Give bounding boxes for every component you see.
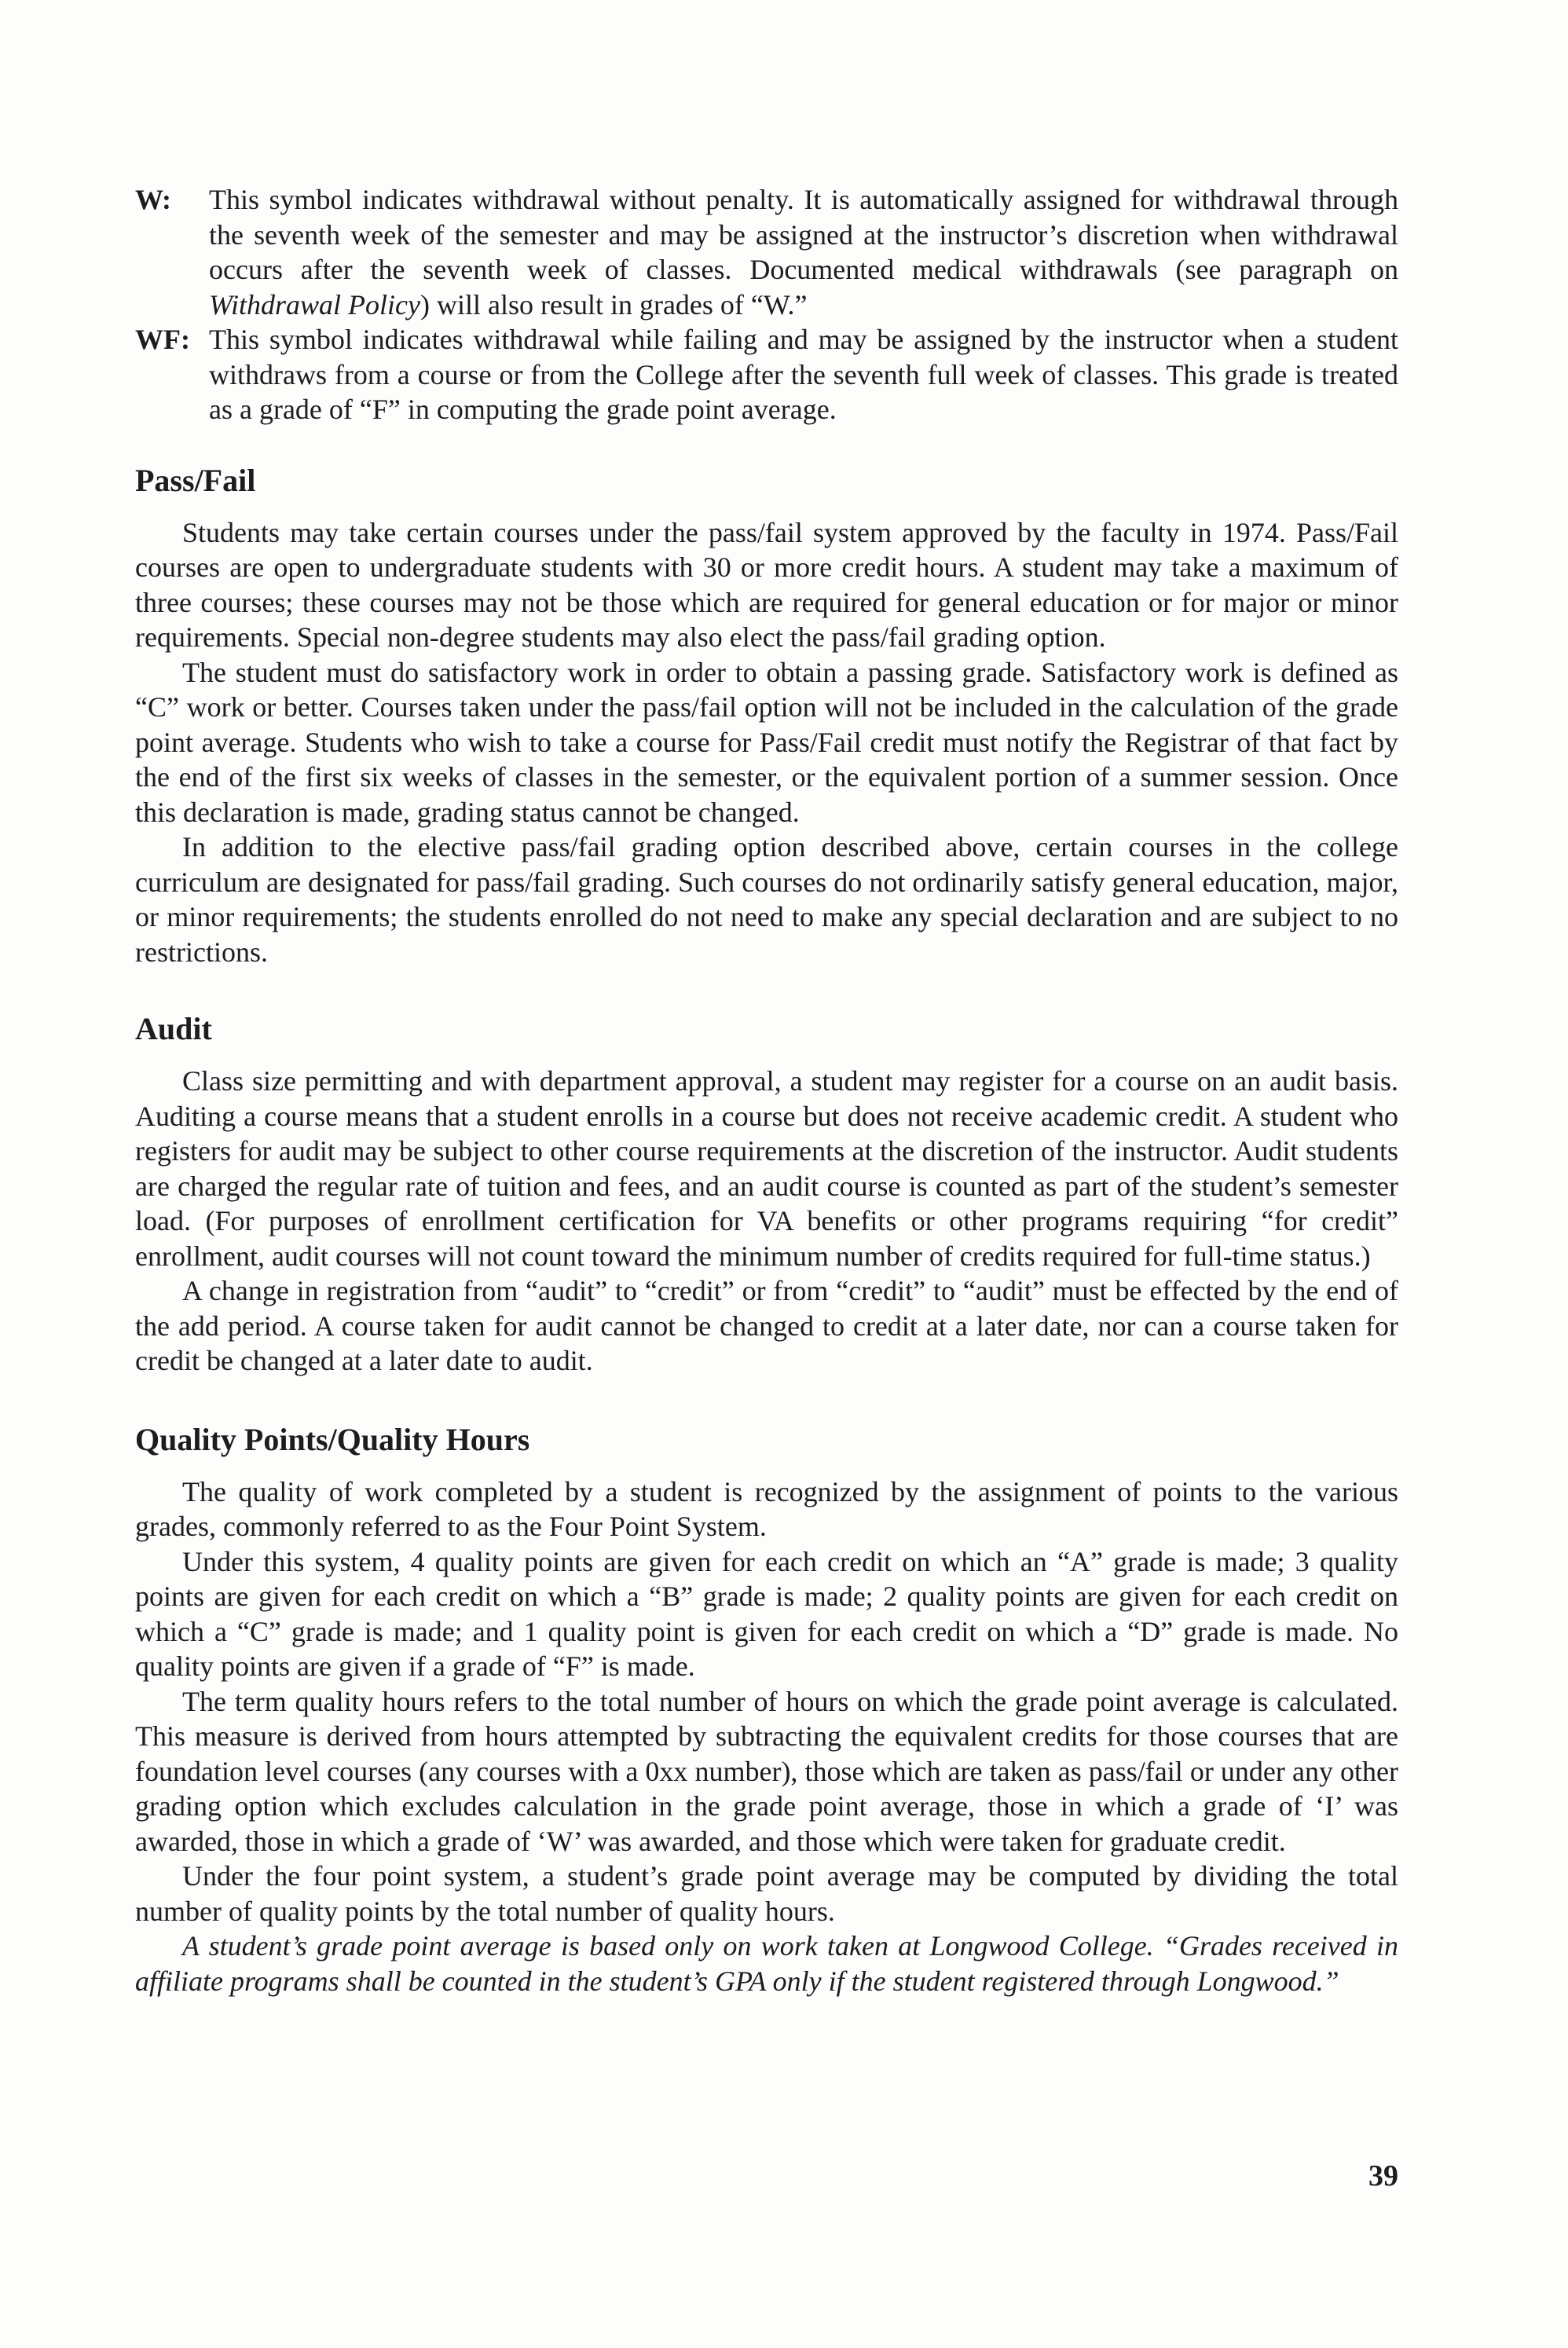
grade-description-text: This symbol indicates withdrawal without penalty. It is automatically assigned for withdrawal through the seventh week of the semester and may be assigned at the instructor’s discretion when withdrawal occurs after the seventh week of classes. Documented medical withdrawals (see paragraph on [209, 184, 1398, 285]
page-content [135, 182, 1398, 1998]
body-paragraph: Under this system, 4 quality points are given for each credit on which an “A” grade is made; 3 quality points are given for each credit on which a “B” grade is made; 2 quality points are given for each credit on which a “C” grade is made; and 1 quality point is given for each credit on which a “D” grade is made. No quality points are given if a grade of “F” is made. [135, 1545, 1398, 1682]
policy-reference: Withdrawal Policy [209, 288, 420, 321]
body-paragraph: The term quality hours refers to the total number of hours on which the grade point average is calculated. This measure is derived from hours attempted by subtracting the equivalent credits for those courses that are foundation level courses (any courses with a 0xx number), those which are taken as pass/fail or under any other grading option which excludes calculation in the grade point average, those in which a grade of ‘I’ was awarded, those in which a grade of ‘W’ was awarded, and those which were taken for graduate credit. [135, 1685, 1398, 1857]
body-paragraph: In addition to the elective pass/fail grading option described above, certain courses in the college curriculum are designated for pass/fail grading. Such courses do not ordinarily satisfy general education, major, or minor requirements; the students enrolled do not need to make any special declaration and are subject to no restrictions. [135, 831, 1398, 968]
body-paragraph: Under the four point system, a student’s grade point average may be computed by dividing the total number of quality points by the total number of quality hours. [135, 1860, 1398, 1927]
grade-description-text: ) will also result in grades of “W.” [419, 288, 808, 321]
body-paragraph: Students may take certain courses under the pass/fail system approved by the faculty in 1974. Pass/Fail courses are open to undergraduate students with 30 or more credit hours. A student may take a maximum of three courses; these courses may not be those which are required for general education or for major or minor requirements. Special non-degree students may also elect the pass/fail grading option. [135, 516, 1398, 653]
section-heading-quality-points: Quality Points/Quality Hours [135, 1421, 530, 1457]
body-paragraph: The quality of work completed by a student is recognized by the assignment of points to the various grades, commonly referred to as the Four Point System. [135, 1475, 1398, 1542]
grade-definition-w [135, 182, 1398, 322]
grade-term: WF: [135, 324, 190, 355]
grade-definition-wf [135, 322, 1398, 427]
section-heading-pass-fail: Pass/Fail [135, 462, 256, 498]
section-heading-audit: Audit [135, 1011, 212, 1046]
body-paragraph: A change in registration from “audit” to “credit” or from “credit” to “audit” must be effected by the end of the add period. A course taken for audit cannot be changed to credit at a later date, nor can a course taken for credit be changed at a later date to audit. [135, 1275, 1398, 1376]
grade-description [209, 182, 1398, 322]
grade-description: This symbol indicates withdrawal while failing and may be assigned by the instructor when a student withdraws from a course or from the College after the seventh full week of classes. This grade is treated as a grade of “F” in computing the grade point average. [209, 324, 1398, 425]
grade-term: W: [135, 184, 172, 215]
body-paragraph: Class size permitting and with department approval, a student may register for a course on an audit basis. Auditing a course means that a student enrolls in a course but does not receive academic credit. A student who registers for audit may be subject to other course requirements at the discretion of the instructor. Audit students are charged the regular rate of tuition and fees, and an audit course is counted as part of the student’s semester load. (For purposes of enrollment certification for VA benefits or other programs requiring “for credit” enrollment, audit courses will not count toward the minimum number of credits required for full-time status.) [135, 1065, 1398, 1272]
body-paragraph: The student must do satisfactory work in order to obtain a passing grade. Satisfactory work is defined as “C” work or better. Courses taken under the pass/fail option will not be included in the calculation of the grade point average. Students who wish to take a course for Pass/Fail credit must notify the Registrar of that fact by the end of the first six weeks of classes in the semester, or the equivalent portion of a summer session. Once this declaration is made, grading status cannot be changed. [135, 656, 1398, 828]
gpa-policy-note: A student’s grade point average is based only on work taken at Longwood College. “Grades received in affiliate programs shall be counted in the student’s GPA only if the student registered through Longwood.” [135, 1930, 1398, 1997]
page-number: 39 [1368, 2159, 1398, 2192]
